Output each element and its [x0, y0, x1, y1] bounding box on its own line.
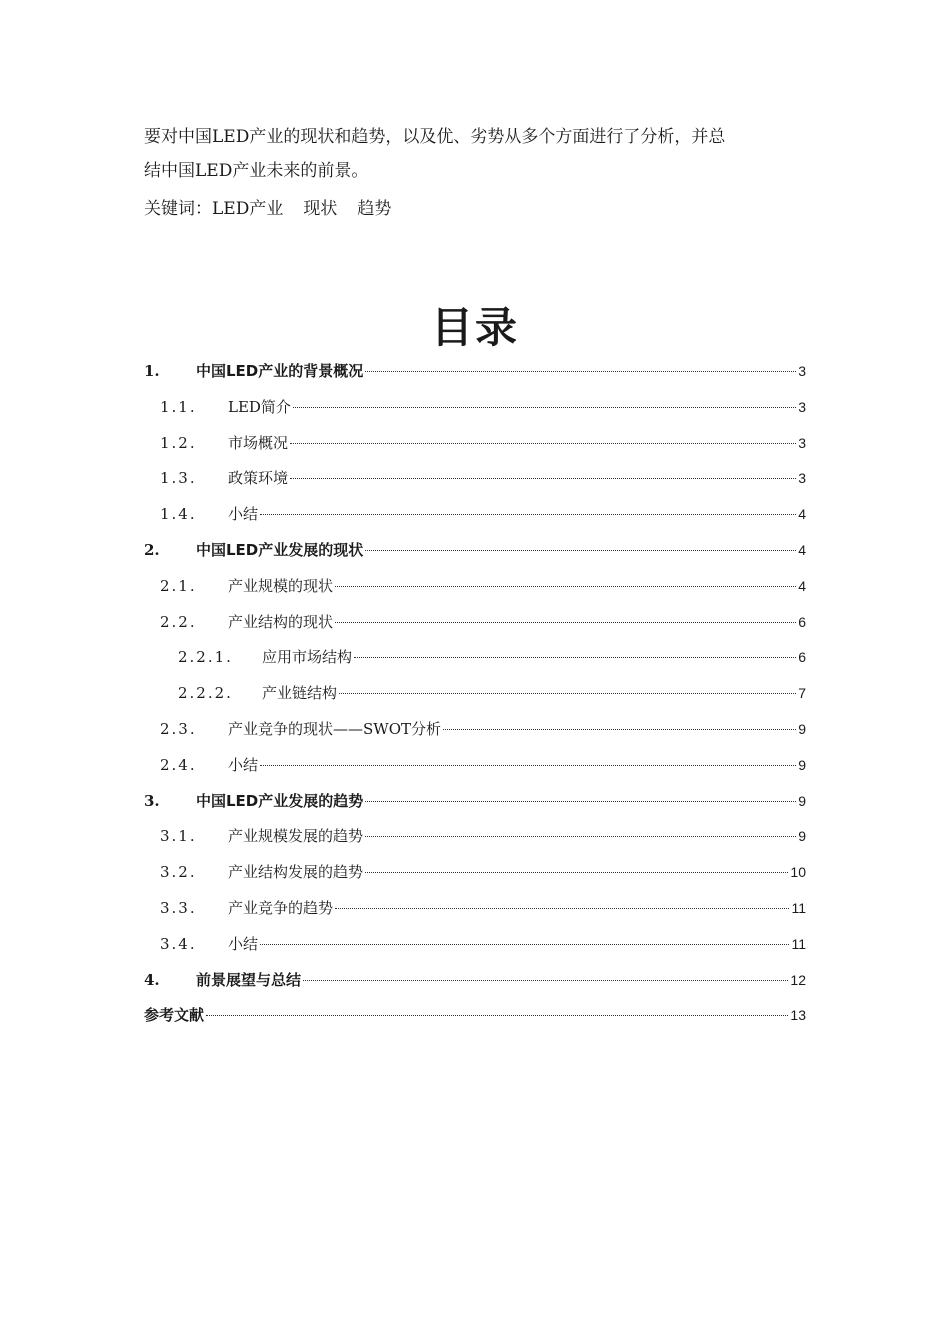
- toc-entry-number: 2.3.: [160, 719, 197, 738]
- toc-entry-title: 产业竞争的现状——SWOT分析: [228, 719, 441, 738]
- keywords-label: 关键词：: [144, 199, 212, 219]
- toc-leader: [335, 908, 789, 909]
- abstract-line-2: 结中国LED产业未来的前景。: [144, 161, 369, 181]
- toc-entry-4[interactable]: [144, 963, 806, 999]
- abstract-text: [144, 120, 814, 188]
- toc-leader: [290, 478, 796, 479]
- toc-entry-title: 中国LED产业发展的趋势: [196, 791, 364, 810]
- toc-entry-number: 3.4.: [160, 934, 197, 953]
- toc-entry-title: LED简介: [228, 397, 291, 416]
- toc-leader: [354, 657, 796, 658]
- toc-entry-number: 4.: [144, 970, 160, 989]
- toc-entry-3-1[interactable]: [144, 819, 806, 855]
- toc-entry-page: 12: [790, 971, 806, 988]
- toc-entry-page: 9: [798, 756, 806, 773]
- toc-leader: [206, 1015, 788, 1016]
- toc-entry-number: 3.1.: [160, 827, 197, 846]
- toc-entry-page: 7: [798, 685, 806, 702]
- toc-entry-title: 产业结构发展的趋势: [228, 863, 364, 882]
- keyword-1: LED产业: [212, 199, 284, 219]
- toc-entry-page: 11: [791, 899, 806, 916]
- toc-entry-page: 4: [798, 506, 806, 523]
- toc-leader: [335, 586, 796, 587]
- toc-entry-number: 1.4.: [160, 505, 197, 524]
- toc-entry-title: 产业规模的现状: [228, 576, 334, 595]
- toc-entry-title: 中国LED产业发展的现状: [196, 540, 364, 559]
- toc-leader: [365, 836, 796, 837]
- toc-entry-number: 3.3.: [160, 898, 197, 917]
- toc-entry-1[interactable]: [144, 354, 806, 390]
- toc-entry-title: 小结: [228, 505, 259, 524]
- toc-entry-page: 6: [798, 649, 806, 666]
- toc-leader: [365, 371, 796, 372]
- toc-leader: [365, 550, 796, 551]
- toc-leader: [303, 980, 788, 981]
- toc-entry-page: 3: [798, 398, 806, 415]
- toc-entry-number: 2.: [144, 540, 160, 559]
- toc-entry-page: 6: [798, 613, 806, 630]
- toc-entry-number: 1.2.: [160, 433, 197, 452]
- toc-entry-3[interactable]: [144, 784, 806, 820]
- toc-leader: [365, 872, 788, 873]
- toc-entry-number: 1.: [144, 362, 160, 380]
- toc-entry-1-2[interactable]: [144, 426, 806, 462]
- toc-leader: [260, 944, 789, 945]
- table-of-contents: [144, 354, 806, 1034]
- toc-entry-page: 13: [790, 1007, 806, 1024]
- toc-entry-number: 2.2.: [160, 612, 197, 631]
- toc-entry-number: 2.4.: [160, 755, 197, 774]
- toc-entry-2-4[interactable]: [144, 748, 806, 784]
- keyword-3: 趋势: [357, 199, 392, 219]
- toc-entry-number: 1.3.: [160, 469, 197, 488]
- toc-entry-2-2-2[interactable]: [144, 676, 806, 712]
- toc-entry-title: 产业链结构: [262, 684, 338, 703]
- toc-entry-title: 小结: [228, 755, 259, 774]
- toc-entry-page: 4: [798, 577, 806, 594]
- toc-entry-1-4[interactable]: [144, 497, 806, 533]
- toc-leader: [335, 622, 796, 623]
- toc-leader: [293, 407, 796, 408]
- toc-entry-number: 2.2.2.: [178, 684, 233, 703]
- toc-entry-title: 应用市场结构: [262, 648, 353, 667]
- toc-leader: [365, 801, 796, 802]
- toc-entry-1-3[interactable]: [144, 461, 806, 497]
- toc-entry-references[interactable]: [144, 998, 806, 1034]
- toc-entry-title: 前景展望与总结: [196, 970, 302, 989]
- keywords: [144, 192, 411, 226]
- toc-entry-title: 小结: [228, 934, 259, 953]
- toc-leader: [260, 765, 796, 766]
- toc-leader: [260, 514, 796, 515]
- toc-entry-page: 3: [798, 434, 806, 451]
- toc-entry-title: 参考文献: [144, 1006, 205, 1025]
- toc-entry-2-2-1[interactable]: [144, 640, 806, 676]
- toc-leader: [339, 693, 796, 694]
- toc-entry-title: 市场概况: [228, 433, 289, 452]
- toc-entry-page: 3: [798, 470, 806, 487]
- toc-leader: [443, 729, 796, 730]
- toc-entry-3-4[interactable]: [144, 927, 806, 963]
- toc-entry-2[interactable]: [144, 533, 806, 569]
- abstract-line-1: 要对中国LED产业的现状和趋势，以及优、劣势从多个方面进行了分析，并总: [144, 127, 726, 147]
- toc-leader: [290, 443, 796, 444]
- toc-entry-page: 10: [790, 864, 806, 881]
- toc-entry-number: 1.1.: [160, 397, 197, 416]
- toc-entry-title: 中国LED产业的背景概况: [196, 362, 364, 380]
- toc-entry-page: 3: [798, 363, 806, 379]
- toc-entry-page: 9: [798, 720, 806, 737]
- toc-entry-number: 3.2.: [160, 863, 197, 882]
- toc-entry-title: 政策环境: [228, 469, 289, 488]
- toc-entry-title: 产业竞争的趋势: [228, 898, 334, 917]
- toc-entry-1-1[interactable]: [144, 390, 806, 426]
- toc-title: 目录: [430, 303, 519, 352]
- toc-entry-page: 4: [798, 541, 806, 558]
- toc-entry-title: 产业规模发展的趋势: [228, 827, 364, 846]
- toc-entry-3-3[interactable]: [144, 891, 806, 927]
- toc-entry-page: 9: [798, 792, 806, 809]
- toc-entry-number: 2.1.: [160, 576, 197, 595]
- toc-entry-page: 11: [791, 935, 806, 952]
- toc-entry-2-1[interactable]: [144, 569, 806, 605]
- toc-entry-2-3[interactable]: [144, 712, 806, 748]
- toc-entry-2-2[interactable]: [144, 605, 806, 641]
- toc-entry-title: 产业结构的现状: [228, 612, 334, 631]
- toc-entry-number: 3.: [144, 791, 160, 810]
- toc-entry-page: 9: [798, 828, 806, 845]
- toc-entry-3-2[interactable]: [144, 855, 806, 891]
- toc-entry-number: 2.2.1.: [178, 648, 233, 667]
- keyword-2: 现状: [303, 199, 338, 219]
